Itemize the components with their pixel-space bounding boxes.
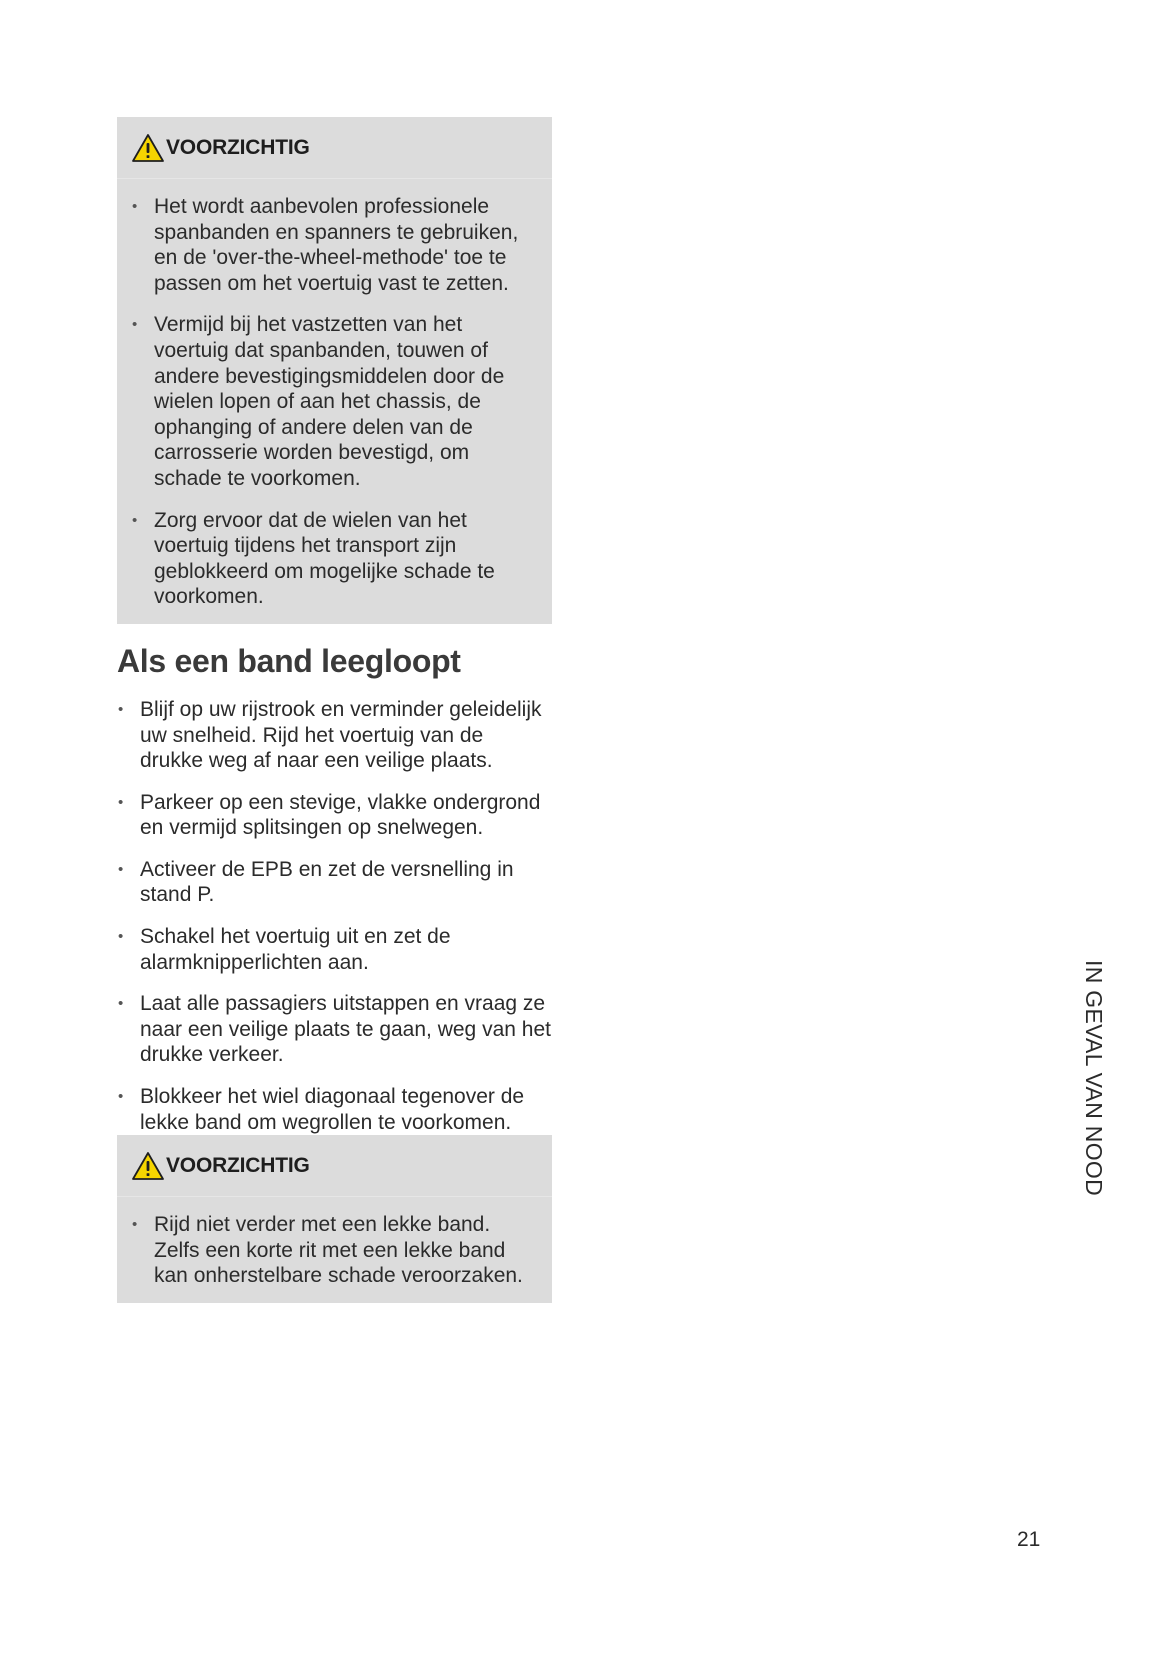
instruction-list bbox=[117, 697, 552, 1135]
list-item: • Laat alle passagiers uitstappen en vraag ze naar een veilige plaats te gaan, weg van het drukke verkeer. bbox=[118, 992, 551, 1067]
caution-title: VOORZICHTIG bbox=[166, 135, 310, 159]
warning-triangle-icon bbox=[131, 133, 165, 163]
warning-triangle-icon bbox=[131, 1151, 165, 1181]
list-item: • Rijd niet verder met een lekke band. Zelfs een korte rit met een lekke band kan onherstelbare schade veroorzaken. bbox=[132, 1213, 523, 1288]
list-item: • Zorg ervoor dat de wielen van het voertuig tijdens het transport zijn geblokkeerd om mogelijke schade te voorkomen. bbox=[132, 508, 495, 609]
list-item: • Parkeer op een stevige, vlakke ondergrond en vermijd splitsingen op snelwegen. bbox=[118, 790, 541, 840]
bullet: • bbox=[118, 1088, 124, 1106]
list-item: • Activeer de EPB en zet de versnelling in stand P. bbox=[118, 857, 514, 907]
caution-body bbox=[117, 1197, 552, 1303]
list-item: • Het wordt aanbevolen professionele spanbanden en spanners te gebruiken, en de 'over-the-wheel-methode' toe te passen om het voertuig vast te zetten. bbox=[132, 195, 519, 295]
list-item: • Blokkeer het wiel diagonaal tegenover de lekke band om wegrollen te voorkomen. bbox=[118, 1085, 525, 1134]
list-item: • Blijf op uw rijstrook en verminder geleidelijk uw snelheid. Rijd het voertuig van de drukke weg af naar een veilige plaats. bbox=[118, 697, 542, 773]
caution-list bbox=[131, 1212, 538, 1289]
caution-header bbox=[117, 1135, 552, 1197]
bullet: • bbox=[118, 995, 124, 1013]
bullet: • bbox=[118, 860, 124, 878]
page-number: 21 bbox=[1017, 1528, 1041, 1551]
section-title: Als een band leegloopt bbox=[117, 642, 461, 679]
bullet: • bbox=[132, 511, 138, 529]
bullet: • bbox=[132, 1216, 138, 1234]
caution-box bbox=[117, 117, 552, 624]
bullet: • bbox=[118, 700, 124, 718]
caution-list bbox=[131, 194, 538, 610]
bullet: • bbox=[118, 793, 124, 811]
caution-title: VOORZICHTIG bbox=[166, 1153, 310, 1177]
chapter-side-tab: IN GEVAL VAN NOOD bbox=[1081, 960, 1107, 1196]
bullet: • bbox=[132, 316, 138, 334]
list-item: • Schakel het voertuig uit en zet de alarmknipperlichten aan. bbox=[118, 925, 451, 974]
caution-body bbox=[117, 179, 552, 624]
list-item: • Vermijd bij het vastzetten van het voertuig dat spanbanden, touwen of andere bevestigingsmiddelen door de wielen lopen of aan het chassis, de ophanging of andere delen van de carrosserie worden bevestigd, om schade te voorkomen. bbox=[132, 313, 505, 490]
bullet: • bbox=[118, 928, 124, 946]
bullet: • bbox=[132, 198, 138, 215]
content-column bbox=[117, 117, 552, 1303]
caution-box bbox=[117, 1135, 552, 1303]
caution-header bbox=[117, 117, 552, 179]
